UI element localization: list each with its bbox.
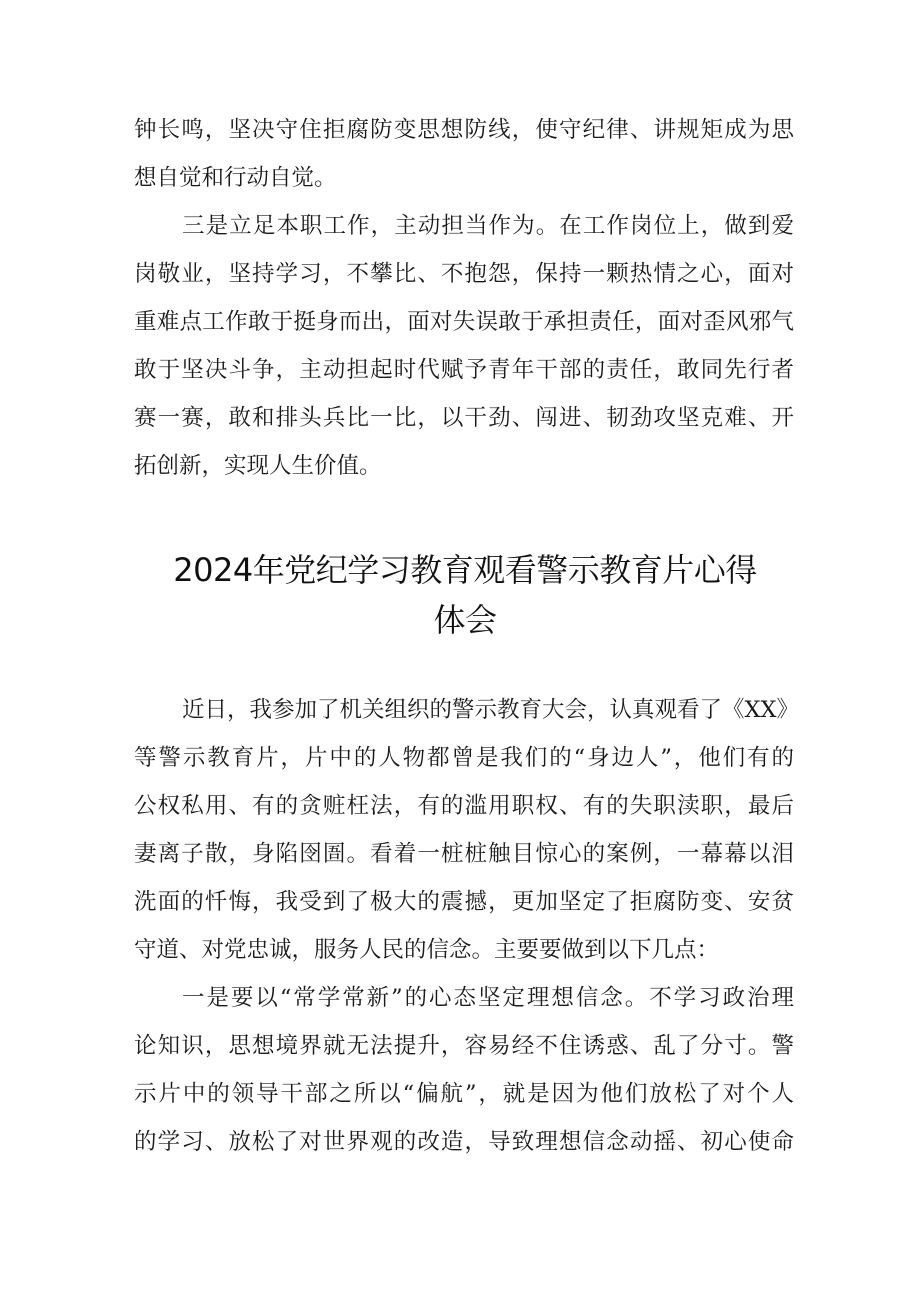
body-text-line: 公权私用、有的贪赃枉法，有的滥用职权、有的失职渎职，最后 xyxy=(134,793,794,819)
body-text-line: 赛一赛，敢和排头兵比一比，以干劲、闯进、韧劲攻坚克难、开 xyxy=(134,405,794,431)
body-text-line: 岗敬业，坚持学习，不攀比、不抱怨，保持一颗热情之心，面对 xyxy=(134,261,794,287)
body-text-line: 妻离子散，身陷囹圄。看着一桩桩触目惊心的案例，一幕幕以泪 xyxy=(134,841,794,867)
body-text-line: 一是要以“常学常新”的心态坚定理想信念。不学习政治理 xyxy=(182,985,794,1011)
article-title-line-2: 体会 xyxy=(433,601,497,639)
body-text-line: 近日，我参加了机关组织的警示教育大会，认真观看了《XX》 xyxy=(182,697,800,723)
body-text-line: 洗面的忏悔，我受到了极大的震撼，更加坚定了拒腐防变、安贫 xyxy=(134,889,794,915)
body-text-line: 论知识，思想境界就无法提升，容易经不住诱惑、乱了分寸。警 xyxy=(134,1033,794,1059)
body-text-line: 三是立足本职工作，主动担当作为。在工作岗位上，做到爱 xyxy=(182,213,794,239)
article-title-line-1: 2024年党纪学习教育观看警示教育片心得 xyxy=(173,551,757,589)
body-text-line: 重难点工作敢于挺身而出，面对失误敢于承担责任，面对歪风邪气 xyxy=(134,309,794,335)
body-text-line: 钟长鸣，坚决守住拒腐防变思想防线，使守纪律、讲规矩成为思 xyxy=(134,117,794,143)
body-text-line: 拓创新，实现人生价值。 xyxy=(134,453,382,479)
body-text-line: 想自觉和行动自觉。 xyxy=(134,165,337,191)
body-text-line: 敢于坚决斗争，主动担起时代赋予青年干部的责任，敢同先行者 xyxy=(134,357,794,383)
body-text-line: 示片中的领导干部之所以“偏航”，就是因为他们放松了对个人 xyxy=(134,1081,794,1107)
body-text-line: 等警示教育片，片中的人物都曾是我们的“身边人”，他们有的 xyxy=(134,745,794,771)
body-text-line: 守道、对党忠诚，服务人民的信念。主要要做到以下几点： xyxy=(134,937,720,963)
body-text-line: 的学习、放松了对世界观的改造，导致理想信念动摇、初心使命 xyxy=(134,1129,794,1155)
